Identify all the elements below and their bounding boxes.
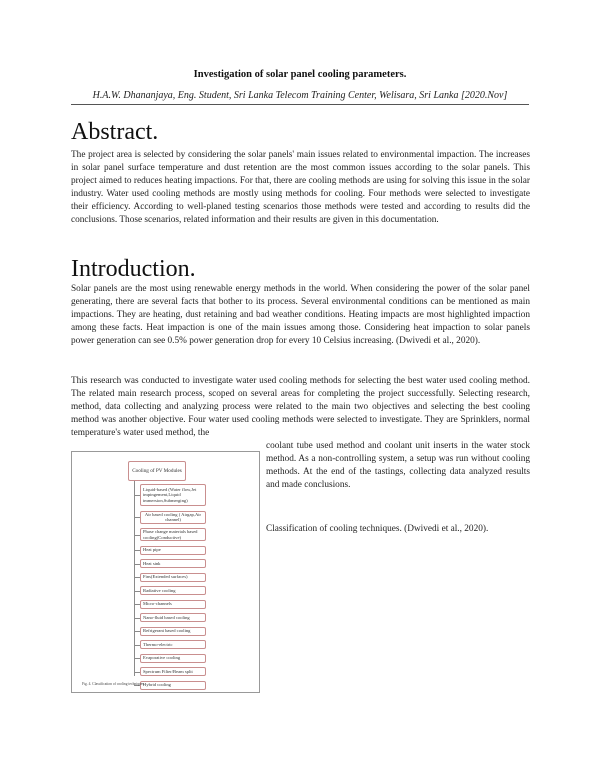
figure-node-13: Spectrum Filter/Beam split bbox=[140, 667, 206, 676]
abstract-heading: Abstract. bbox=[71, 119, 159, 145]
figure-connector bbox=[134, 618, 140, 619]
introduction-heading: Introduction. bbox=[71, 256, 196, 282]
figure-node-12: Evaporative cooling bbox=[140, 654, 206, 663]
figure-connector bbox=[134, 495, 140, 496]
figure-node-3: Phase change materials based cooling(Conductive) bbox=[140, 528, 206, 541]
figure-connector bbox=[134, 645, 140, 646]
paper-title: Investigation of solar panel cooling parameters. bbox=[193, 69, 407, 80]
abstract-text: The project area is selected by considering the solar panels' main issues related to environmental impaction. The increases in solar panel surface temperature and dust retention are the most common issues according to the solar panels. This project aimed to reduces heating impactions. For that, there are cooling methods are using for solving this issue in the solar industry. Water used cooling methods are mostly using methods for cooling. Four methods were selected to investigate their efficiency. According to well-planed testing scenarios those methods were tested and according to results did the conclusions. Those scenarios, related information and their results are given in this documentation. bbox=[71, 150, 530, 226]
author-line: H.A.W. Dhananjaya, Eng. Student, Sri Lanka Telecom Training Center, Welisara, Sri Lanka [2020.Nov] bbox=[71, 90, 529, 105]
introduction-paragraph-1: Solar panels are the most using renewable energy methods in the world. When considering the power of the solar panel generating, there are several facts that bother to its process. Several environmental conditions can be mentioned as main impactions. They are heating, dust retaining and bad weather conditions. Heating impacts are most highlighted impaction among these facts. Heat impaction is one of the main issues among those. Considering heat impaction to solar panels power generation can see 0.5% power generation drop for every 10 Celsius increasing. (Dwivedi et al., 2020). bbox=[71, 284, 530, 347]
figure-root-node: Cooling of PV Modules bbox=[128, 461, 186, 481]
figure-reference-text: Classification of cooling techniques. (Dwivedi et al., 2020). bbox=[266, 524, 489, 534]
figure-node-8: Micro-channels bbox=[140, 600, 206, 609]
introduction-paragraph-2: This research was conducted to investigate water used cooling methods for selecting the best water used cooling method. The related main research process, scoped on several areas for completing the project successfully. Selecting research, method, data collecting and analyzing process were related to the main two objectives and selecting the best cooling method was another objective. Four water used cooling methods were selected to investigate. They are Sprinklers, normal temperature's water used method, the bbox=[71, 376, 530, 439]
figure-node-4: Heat pipe bbox=[140, 546, 206, 555]
figure-node-2: Air based cooling ( Airgap,Air channel) bbox=[140, 511, 206, 524]
figure-connector bbox=[134, 604, 140, 605]
figure-trunk-line bbox=[134, 481, 135, 676]
figure-connector bbox=[134, 672, 140, 673]
figure-node-10: Refrigerant based cooling bbox=[140, 627, 206, 636]
figure-connector bbox=[134, 517, 140, 518]
figure-connector bbox=[134, 550, 140, 551]
figure-node-5: Heat sink bbox=[140, 559, 206, 568]
figure-connector bbox=[134, 564, 140, 565]
figure-connector bbox=[134, 577, 140, 578]
figure-node-9: Nano-fluid based cooling bbox=[140, 613, 206, 622]
figure-connector bbox=[134, 591, 140, 592]
figure-connector bbox=[134, 631, 140, 632]
figure-node-7: Radiative cooling bbox=[140, 586, 206, 595]
figure-node-1: Liquid-based (Water flow,Jet impingement,Liquid immersion,Submerging) bbox=[140, 484, 206, 506]
figure-caption: Fig. 4. Classification of cooling techniques. bbox=[82, 682, 145, 686]
cooling-classification-figure bbox=[71, 451, 260, 693]
figure-connector bbox=[134, 658, 140, 659]
figure-connector bbox=[134, 535, 140, 536]
figure-node-11: Thermo-electric bbox=[140, 640, 206, 649]
figure-node-14: Hybrid cooling bbox=[140, 681, 206, 690]
introduction-paragraph-2-wrap: coolant tube used method and coolant unit inserts in the water stock method. As a non-controlling system, a setup was run without cooling methods. At the end of the tastings, collecting data analyzed results and made conclusions. bbox=[266, 441, 530, 491]
figure-node-6: Fins(Extended surfaces) bbox=[140, 573, 206, 582]
